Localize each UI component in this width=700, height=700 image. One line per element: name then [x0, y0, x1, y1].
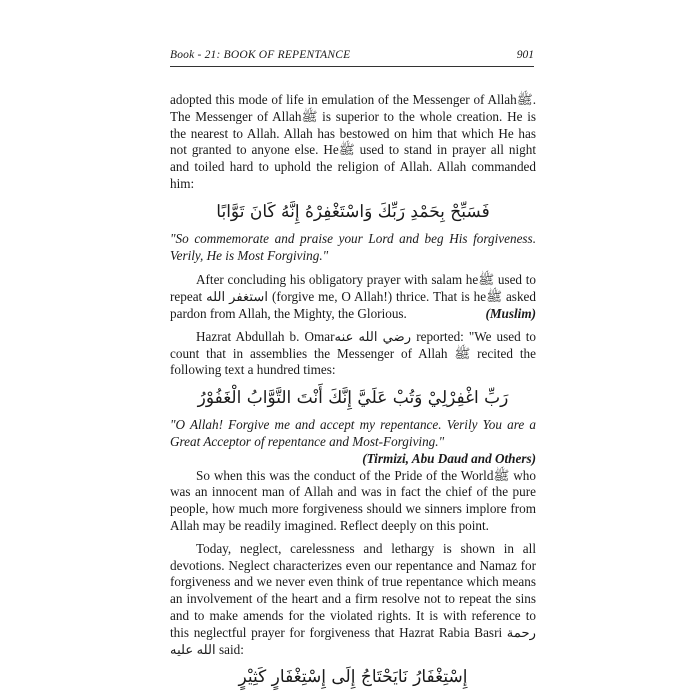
paragraph-2-text: After concluding his obligatory prayer with salam heﷺ used to repeat استغفر الله (forgive me, O Allah!) thrice. That is heﷺ asked pardon from Allah, the Mighty, the Glorious. [170, 272, 536, 321]
page-number: 901 [516, 49, 534, 61]
running-header [170, 46, 534, 67]
arabic-verse-2: رَبِّ اغْفِرْلِيْ وَتُبْ عَلَيَّ إِنَّكَ أَنْتَ التَّوَّابُ الْغَفُوْرُ [197, 388, 509, 409]
arabic-verse-1: فَسَبِّحْ بِحَمْدِ رَبِّكَ وَاسْتَغْفِرْهُ إِنَّهُ كَانَ تَوَّابًا [216, 201, 490, 222]
paragraph-3: Hazrat Abdullah b. Omarرضي الله عنه reported: "We used to count that in assemblies the Messenger of Allah ﷺ recited the following text a hundred times: [170, 328, 536, 378]
page-body [170, 92, 536, 696]
citation-tirmizi: (Tirmizi, Abu Daud and Others) [362, 450, 536, 466]
book-title-header: Book - 21: BOOK OF REPENTANCE [170, 49, 351, 61]
arabic-verse-3: إِسْتِغْفَارُ نَايَحْتَاجُ إِلَى إِسْتِغْفَارٍ كَثِيْرٍ [238, 667, 468, 688]
paragraph-2 [170, 272, 536, 322]
translation-quote-2-text: "O Allah! Forgive me and accept my repentance. Verily You are a Great Acceptor of repentance and Most-Forgiving." [170, 417, 536, 449]
paragraph-5: Today, neglect, carelessness and lethargy is shown in all devotions. Neglect characterizes even our repentance and Namaz for forgiveness and we never even think of true repentance which means an involvement of the heart and a firm resolve not to repeat the sins and to make amends for the violated rights. It is with reference to this neglectful prayer for forgiveness that Hazrat Rabia Basri رحمة الله عليه said: [170, 540, 536, 657]
paragraph-1: adopted this mode of life in emulation of the Messenger of Allahﷺ. The Messenger of Allahﷺ is superior to the whole creation. He is the nearest to Allah. Allah has bestowed on him that which He has not granted to anyone else. Heﷺ used to stand in prayer all night and toiled hard to uphold the religion of Allah. Allah commanded him: [170, 92, 537, 191]
translation-quote-1: "So commemorate and praise your Lord and beg His forgiveness. Verily, He is Most Forgiving." [170, 230, 536, 263]
translation-quote-2 [170, 417, 536, 466]
paragraph-4: So when this was the conduct of the Pride of the Worldﷺ who was an innocent man of Allah and was in fact the chief of the pure people, how much more forgiveness should we sinners implore from Allah may be readily imagined. Reflect deeply on this point. [170, 467, 536, 533]
citation-muslim: (Muslim) [485, 305, 536, 321]
